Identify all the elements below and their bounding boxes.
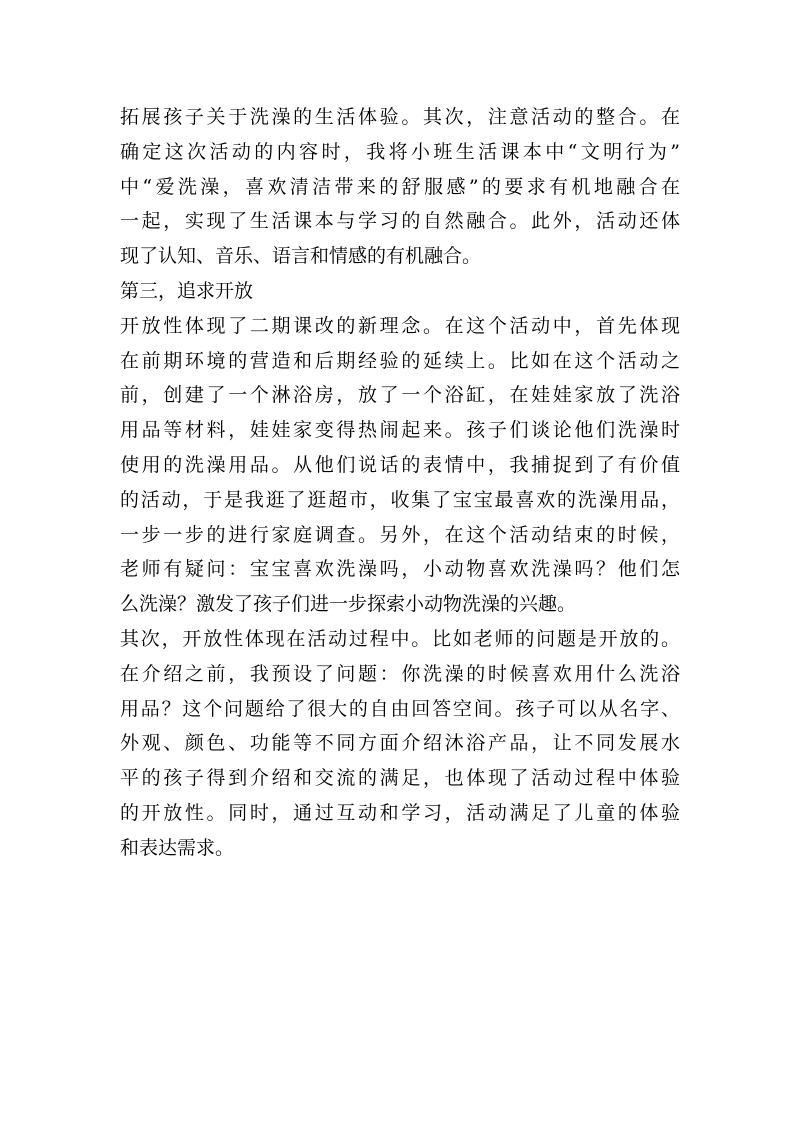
text-line-22: 和表达需求。	[120, 836, 235, 859]
text-line-10: 用品等材料，娃娃家变得热闹起来。孩子们谈论他们洗澡时	[120, 419, 680, 442]
text-line-11: 使用的洗澡用品。从他们说话的表情中，我捕捉到了有价值	[120, 453, 680, 476]
text-line-7: 开放性体现了二期课改的新理念。在这个活动中，首先体现	[120, 314, 680, 337]
text-line-2: 确定这次活动的内容时，我将小班生活课本中“文明行为”	[120, 140, 680, 163]
text-line-8: 在前期环境的营造和后期经验的延续上。比如在这个活动之	[120, 349, 680, 372]
section-heading: 第三，追求开放	[120, 279, 254, 302]
text-line-19: 外观、颜色、功能等不同方面介绍沐浴产品，让不同发展水	[120, 732, 680, 755]
text-line-14: 老师有疑问：宝宝喜欢洗澡吗，小动物喜欢洗澡吗？他们怎	[120, 558, 680, 581]
body-text	[120, 100, 680, 866]
text-line-16: 其次，开放性体现在活动过程中。比如老师的问题是开放的。	[120, 627, 680, 650]
text-line-13: 一步一步的进行家庭调查。另外，在这个活动结束的时候，	[120, 523, 680, 546]
text-line-9: 前，创建了一个淋浴房，放了一个浴缸，在娃娃家放了洗浴	[120, 384, 680, 407]
text-line-4: 一起，实现了生活课本与学习的自然融合。此外，活动还体	[120, 210, 680, 233]
text-line-1: 拓展孩子关于洗澡的生活体验。其次，注意活动的整合。在	[120, 106, 680, 128]
text-line-21: 的开放性。同时，通过互动和学习，活动满足了儿童的体验	[120, 801, 680, 824]
text-line-12: 的活动，于是我逛了逛超市，收集了宝宝最喜欢的洗澡用品，	[120, 488, 680, 511]
text-line-17: 在介绍之前，我预设了问题：你洗澡的时候喜欢用什么洗浴	[120, 662, 680, 685]
text-line-3: 中“爱洗澡，喜欢清洁带来的舒服感”的要求有机地融合在	[120, 175, 680, 198]
text-line-20: 平的孩子得到介绍和交流的满足，也体现了活动过程中体验	[120, 767, 680, 790]
text-line-5: 现了认知、音乐、语言和情感的有机融合。	[120, 245, 482, 268]
text-line-18: 用品？这个问题给了很大的自由回答空间。孩子可以从名字、	[120, 697, 680, 720]
text-line-15: 么洗澡？激发了孩子们进一步探索小动物洗澡的兴趣。	[120, 593, 577, 616]
